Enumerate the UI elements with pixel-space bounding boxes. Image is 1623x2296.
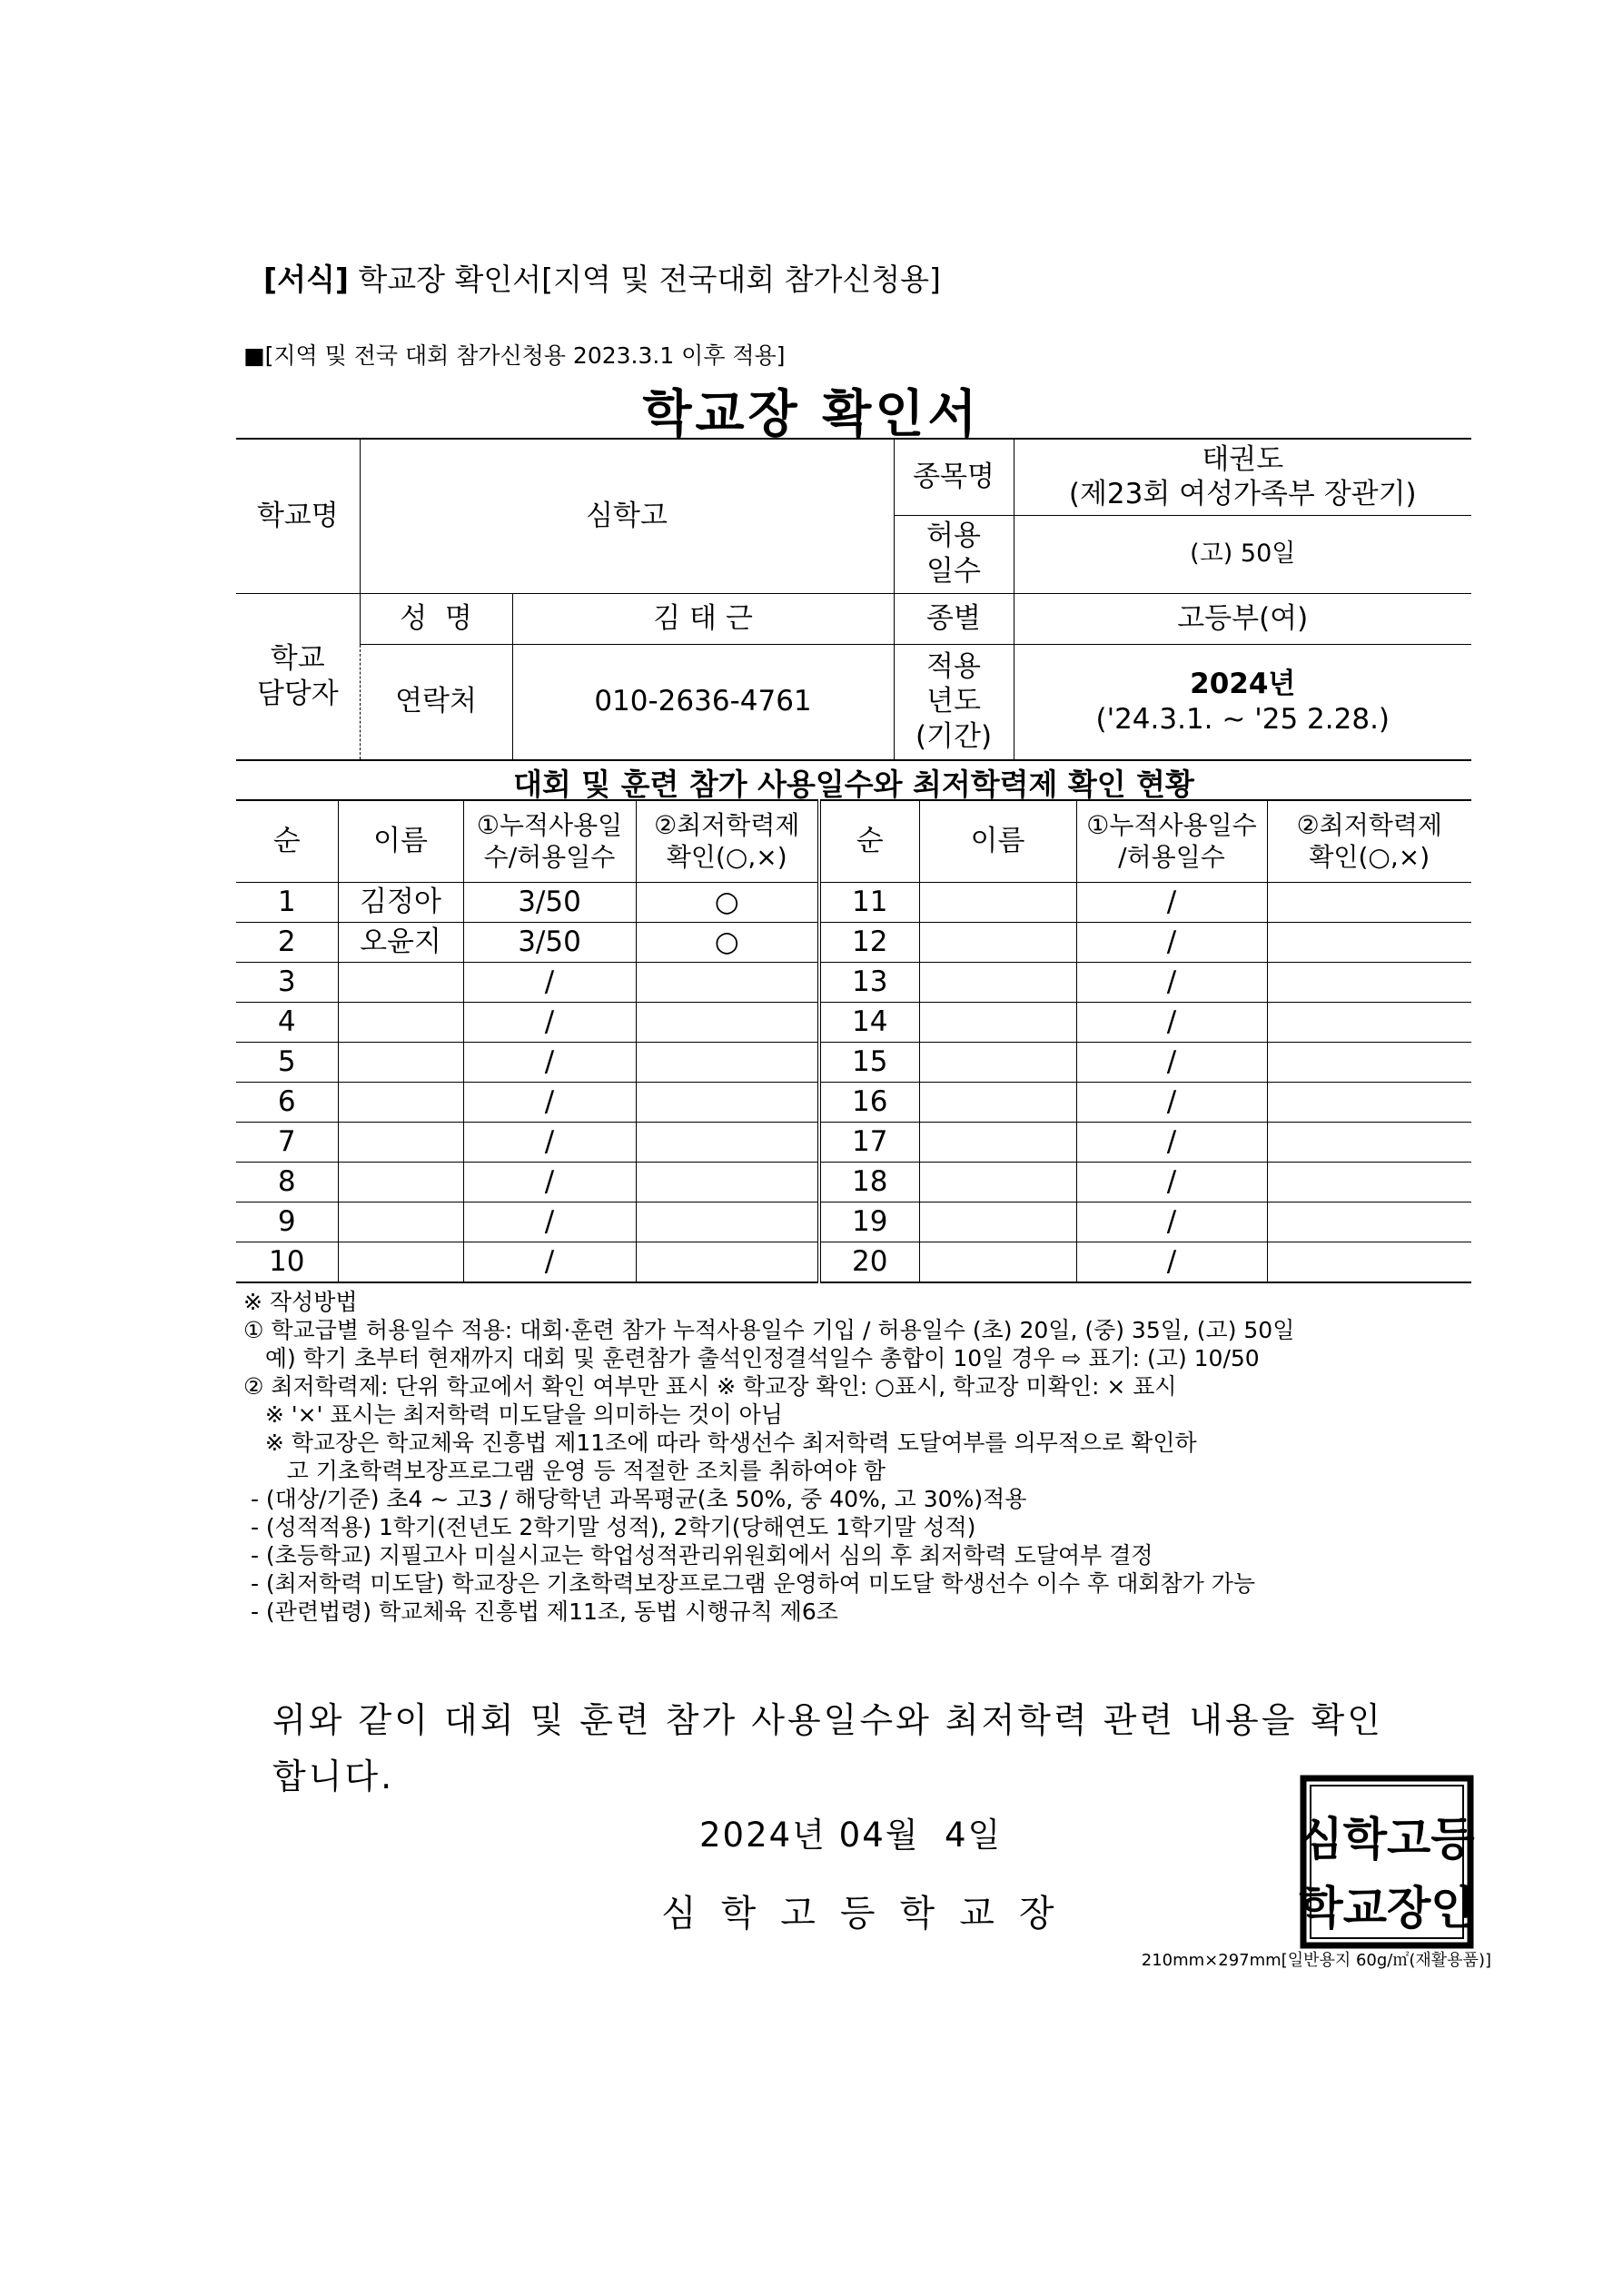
col-days-left [463, 800, 636, 882]
row-no-left: 9 [236, 1202, 338, 1242]
note-line: ① 학교급별 허용일수 적용: 대회·훈련 참가 누적사용일수 기입 / 허용일수 (초) 20일, (중) 35일, (고) 50일 [243, 1317, 1295, 1343]
contact-value: 010-2636-4761 [512, 644, 894, 760]
row-name-left: 오윤지 [338, 922, 463, 962]
year-label-3: (기간) [915, 720, 993, 754]
row-name-left [338, 1202, 463, 1242]
row-check-left [636, 1202, 819, 1242]
table-row [236, 1202, 1471, 1242]
table-row [236, 1082, 1471, 1122]
header-table [236, 438, 1471, 761]
note-line: ② 최저학력제: 단위 학교에서 확인 여부만 표시 ※ 학교장 확인: ○표시, 학교장 미확인: × 표시 [243, 1373, 1177, 1400]
row-days-right: / [1076, 1202, 1267, 1242]
seal-text-line-2: 학교장인 [1299, 1882, 1475, 1935]
row-check-left [636, 1042, 819, 1082]
confirmation-statement [272, 1692, 1383, 1805]
row-check-left: ○ [636, 882, 819, 922]
col-name-right: 이름 [919, 800, 1076, 882]
col-check-left-2: 확인(○,×) [666, 842, 787, 873]
table-row [236, 1162, 1471, 1202]
row-no-left: 8 [236, 1162, 338, 1202]
row-name-right [919, 1082, 1076, 1122]
confirmation-line-1: 위와 같이 대회 및 훈련 참가 사용일수와 최저학력 관련 내용을 확인 [272, 1700, 1383, 1740]
row-no-right: 20 [819, 1242, 919, 1282]
row-days-right: / [1076, 1042, 1267, 1082]
allowed-days-label-2: 일수 [926, 555, 981, 588]
row-name-right [919, 962, 1076, 1002]
table-row [236, 1242, 1471, 1282]
event-value [1014, 439, 1471, 515]
row-check-right [1267, 1082, 1471, 1122]
year-value [1014, 644, 1471, 760]
row-days-right: / [1076, 1082, 1267, 1122]
row-days-right: / [1076, 1162, 1267, 1202]
row-check-left [636, 1242, 819, 1282]
row-days-left: / [463, 1082, 636, 1122]
row-no-right: 12 [819, 922, 919, 962]
col-check-right [1267, 800, 1471, 882]
row-days-left: / [463, 1242, 636, 1282]
form-subtitle: ■[지역 및 전국 대회 참가신청용 2023.3.1 이후 적용] [243, 342, 786, 369]
row-no-left: 3 [236, 962, 338, 1002]
row-no-right: 18 [819, 1162, 919, 1202]
school-seal [1296, 1771, 1478, 1953]
note-line: - (최저학력 미도달) 학교장은 기초학력보장프로그램 운영하여 미도달 학생선수 이수 후 대회참가 가능 [243, 1570, 1256, 1597]
note-line: ※ 학교장은 학교체육 진흥법 제11조에 따라 학생선수 최저학력 도달여부를 의무적으로 확인하 [243, 1430, 1197, 1456]
note-line: - (성적적용) 1학기(전년도 2학기말 성적), 2학기(당해연도 1학기말 성적) [243, 1514, 976, 1540]
row-check-left [636, 1122, 819, 1162]
form-label-text: 학교장 확인서[지역 및 전국대회 참가신청용] [348, 262, 941, 297]
col-days-left-1: ①누적사용일 [476, 810, 623, 841]
table-row [236, 1122, 1471, 1162]
row-days-left: / [463, 1202, 636, 1242]
col-days-right-2: /허용일수 [1118, 842, 1225, 873]
writing-notes [243, 1288, 1294, 1626]
note-line: - (초등학교) 지필고사 미실시교는 학업성적관리위원회에서 심의 후 최저학력 도달여부 결정 [243, 1542, 1153, 1569]
form-label [263, 256, 941, 299]
allowed-days-label [894, 515, 1014, 593]
row-name-right [919, 1002, 1076, 1042]
row-name-right [919, 1202, 1076, 1242]
division-value: 고등부(여) [1014, 593, 1471, 644]
row-check-right [1267, 882, 1471, 922]
manager-label-1: 학교 [270, 642, 325, 675]
row-no-left: 1 [236, 882, 338, 922]
row-name-right [919, 922, 1076, 962]
row-days-right: / [1076, 1242, 1267, 1282]
row-name-left [338, 962, 463, 1002]
col-days-right-1: ①누적사용일수 [1086, 810, 1257, 841]
row-days-left: / [463, 962, 636, 1002]
row-days-left: / [463, 1002, 636, 1042]
table-caption: 대회 및 훈련 참가 사용일수와 최저학력제 확인 현황 [513, 767, 1194, 802]
table-row [236, 962, 1471, 1002]
row-no-left: 10 [236, 1242, 338, 1282]
name-value: 김 태 근 [512, 593, 894, 644]
row-days-right: / [1076, 1122, 1267, 1162]
note-line: 예) 학기 초부터 현재까지 대회 및 훈련참가 출석인정결석일수 총합이 10일 경우 ⇨ 표기: (고) 10/50 [243, 1345, 1260, 1371]
year-label [894, 644, 1014, 760]
row-check-left [636, 1162, 819, 1202]
row-days-right: / [1076, 1002, 1267, 1042]
row-no-right: 15 [819, 1042, 919, 1082]
issue-date: 2024년 04월 4일 [699, 1816, 1003, 1855]
row-check-right [1267, 1122, 1471, 1162]
row-check-right [1267, 1202, 1471, 1242]
row-name-right [919, 1162, 1076, 1202]
row-check-right [1267, 1242, 1471, 1282]
col-days-right [1076, 800, 1267, 882]
row-name-left [338, 1162, 463, 1202]
year-label-2: 년도 [926, 685, 981, 718]
row-days-right: / [1076, 922, 1267, 962]
col-check-left [636, 800, 819, 882]
note-line: - (관련법령) 학교체육 진흥법 제11조, 동법 시행규칙 제6조 [243, 1598, 838, 1625]
row-name-left [338, 1242, 463, 1282]
row-no-right: 11 [819, 882, 919, 922]
contact-label: 연락처 [360, 644, 512, 760]
note-line: 고 기초학력보장프로그램 운영 등 적절한 조치를 취하여야 함 [243, 1458, 886, 1484]
row-no-right: 17 [819, 1122, 919, 1162]
row-no-left: 7 [236, 1122, 338, 1162]
row-check-right [1267, 1162, 1471, 1202]
row-no-left: 5 [236, 1042, 338, 1082]
year-label-1: 적용 [926, 649, 981, 683]
row-check-right [1267, 962, 1471, 1002]
col-check-right-1: ②최저학력제 [1296, 810, 1442, 841]
row-name-left [338, 1122, 463, 1162]
event-value-line-2: (제23회 여성가족부 장관기) [1068, 478, 1417, 511]
row-name-left [338, 1082, 463, 1122]
school-name-value: 심학고 [360, 439, 894, 593]
school-name-label: 학교명 [236, 439, 360, 593]
row-no-right: 16 [819, 1082, 919, 1122]
row-check-left [636, 1002, 819, 1042]
row-check-right [1267, 1002, 1471, 1042]
row-days-left: 3/50 [463, 922, 636, 962]
allowed-days-label-1: 허용 [926, 520, 981, 553]
event-value-line-1: 태권도 [1202, 442, 1284, 476]
row-check-left [636, 1082, 819, 1122]
row-no-left: 6 [236, 1082, 338, 1122]
row-name-right [919, 1242, 1076, 1282]
note-line: ※ '×' 표시는 최저학력 미도달을 의미하는 것이 아님 [243, 1401, 783, 1428]
status-table [236, 799, 1471, 1283]
col-days-left-2: 수/허용일수 [483, 842, 616, 873]
manager-label-2: 담당자 [256, 677, 339, 710]
row-days-right: / [1076, 882, 1267, 922]
paper-spec: 210mm×297mm[일반용지 60g/㎡(재활용품)] [1141, 1951, 1491, 1970]
principal-name: 심학고등학교장 [661, 1893, 1079, 1935]
row-days-right: / [1076, 962, 1267, 1002]
row-name-left [338, 1002, 463, 1042]
period-value: ('24.3.1. ~ '25 2.28.) [1095, 702, 1390, 736]
event-label: 종목명 [894, 439, 1014, 515]
table-row [236, 922, 1471, 962]
row-no-right: 19 [819, 1202, 919, 1242]
row-no-left: 4 [236, 1002, 338, 1042]
row-check-left [636, 962, 819, 1002]
notes-heading: ※ 작성방법 [243, 1289, 358, 1315]
year-value-main: 2024년 [1190, 668, 1296, 700]
row-name-left [338, 1042, 463, 1082]
table-row [236, 882, 1471, 922]
note-line: - (대상/기준) 초4 ~ 고3 / 해당학년 과목평균(초 50%, 중 40%, 고 30%)적용 [243, 1486, 1027, 1512]
row-check-right [1267, 922, 1471, 962]
col-check-left-1: ②최저학력제 [654, 810, 800, 841]
table-row [236, 1042, 1471, 1082]
row-days-left: / [463, 1122, 636, 1162]
row-no-right: 13 [819, 962, 919, 1002]
col-check-right-2: 확인(○,×) [1309, 842, 1430, 873]
confirmation-line-2: 합니다. [272, 1757, 395, 1796]
row-no-left: 2 [236, 922, 338, 962]
row-name-right [919, 1042, 1076, 1082]
row-days-left: 3/50 [463, 882, 636, 922]
col-no-right: 순 [819, 800, 919, 882]
col-name-left: 이름 [338, 800, 463, 882]
seal-text-line-1: 심학고등 [1299, 1813, 1475, 1866]
manager-label [236, 593, 360, 760]
row-check-right [1267, 1042, 1471, 1082]
row-days-left: / [463, 1042, 636, 1082]
form-label-bracket: [서식] [263, 262, 349, 297]
col-no-left: 순 [236, 800, 338, 882]
row-name-left: 김정아 [338, 882, 463, 922]
row-name-right [919, 1122, 1076, 1162]
name-label: 성 명 [360, 593, 512, 644]
row-check-left: ○ [636, 922, 819, 962]
division-label: 종별 [894, 593, 1014, 644]
table-row [236, 1002, 1471, 1042]
document-title: 학교장 확인서 [642, 385, 981, 444]
allowed-days-value: (고) 50일 [1014, 515, 1471, 593]
row-days-left: / [463, 1162, 636, 1202]
table-header-row [236, 800, 1471, 882]
row-no-right: 14 [819, 1002, 919, 1042]
row-name-right [919, 882, 1076, 922]
